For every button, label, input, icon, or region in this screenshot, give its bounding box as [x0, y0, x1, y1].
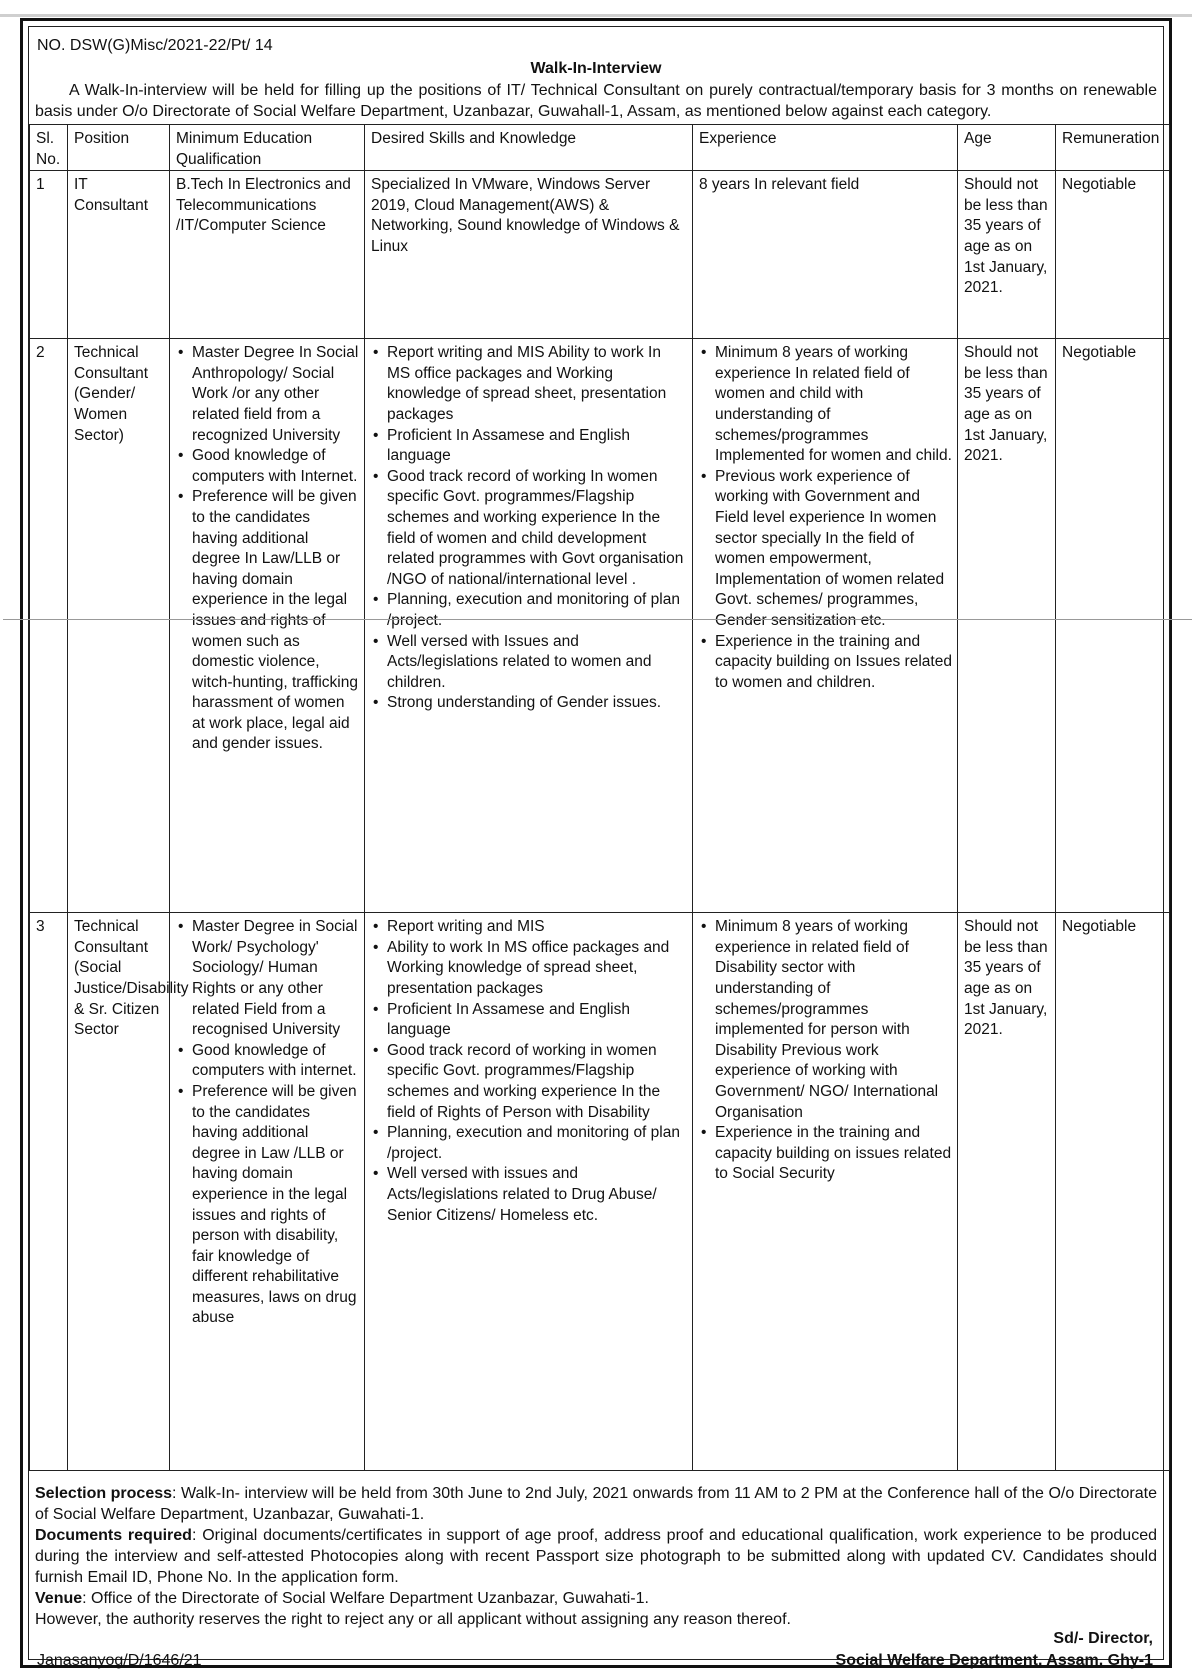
education-item: • Preference will be given to the candidates having additional degree In Law/LLB or having domain experience in the legal issues and rights of women such as domestic violence, witch-hunting, trafficking harassment of women at work place, legal aid and gender issues. — [176, 487, 360, 755]
skills-item: • Planning, execution and monitoring of plan /project. — [371, 590, 688, 631]
table-row — [30, 339, 1170, 913]
selection-process — [35, 1483, 1157, 1525]
cell-remuneration: Negotiable — [1056, 339, 1170, 913]
cell-remuneration: Negotiable — [1056, 171, 1170, 339]
cell-age: Should not be less than 35 years of age as on 1st January, 2021. — [958, 171, 1056, 339]
venue-label: Venue — [35, 1590, 83, 1607]
signature-line-2: Social Welfare Department, Assam, Ghy-1 — [835, 1652, 1153, 1669]
cell-experience — [693, 913, 958, 1471]
cell-age: Should not be less than 35 years of age as on 1st January, 2021. — [958, 339, 1056, 913]
skills-item: • Well versed with Issues and Acts/legislations related to women and children. — [371, 632, 688, 694]
positions-table — [29, 124, 1170, 1471]
cell-skills — [365, 171, 693, 339]
experience-list — [699, 917, 953, 1185]
header-education: Minimum Education Qualification — [170, 125, 365, 171]
education-item: • Preference will be given to the candidates having additional degree in Law /LLB or having domain experience in the legal issues and rights of person with disability, fair knowledge of different rehabilitative measures, laws on drug abuse — [176, 1082, 360, 1329]
reference-number: NO. DSW(G)Misc/2021-22/Pt/ 14 — [37, 37, 273, 54]
skills-item: • Good track record of working in women specific Govt. programmes/Flagship schemes and working experience In the field of Rights of Person with Disability — [371, 1041, 688, 1123]
experience-item: • Previous work experience of working with Government and Field level experience In women sector specially In the field of women empowerment, Implementation of women related Govt. schemes/ programmes, Gender sensitization etc. — [699, 467, 953, 632]
cell-sl-no: 1 — [30, 171, 68, 339]
publication-code: Janasanyog/D/1646/21 — [37, 1652, 202, 1669]
cell-position: Technical Consultant (Gender/ Women Sector) — [68, 339, 170, 913]
header-experience: Experience — [693, 125, 958, 171]
cell-experience — [693, 339, 958, 913]
header-remuneration: Remuneration — [1056, 125, 1170, 171]
experience-item: • Experience in the training and capacity building on Issues related to women and children. — [699, 632, 953, 694]
table-header-row — [30, 125, 1170, 171]
experience-item: • Minimum 8 years of working experience in related field of Disability sector with understanding of schemes/programmes implemented for person with Disability Previous work experience of working with Government/ NGO/ International Organisation — [699, 917, 953, 1123]
table-row — [30, 171, 1170, 339]
cell-position: Technical Consultant (Social Justice/Disability & Sr. Citizen Sector — [68, 913, 170, 1471]
cell-sl-no: 3 — [30, 913, 68, 1471]
header-position: Position — [68, 125, 170, 171]
header-sl-no: Sl. No. — [30, 125, 68, 171]
experience-list — [699, 343, 953, 693]
venue — [35, 1588, 1157, 1609]
documents-required — [35, 1525, 1157, 1588]
education-item: • Master Degree in Social Work/ Psychology' Sociology/ Human Rights or any other related Field from a recognised University — [176, 917, 360, 1041]
cell-skills — [365, 913, 693, 1471]
skills-item: • Report writing and MIS Ability to work In MS office packages and Working knowledge of spread sheet, presentation packages — [371, 343, 688, 425]
cell-experience — [693, 171, 958, 339]
experience-item: • Minimum 8 years of working experience In related field of women and child with understanding of schemes/programmes Implemented for women and child. — [699, 343, 953, 467]
skills-item: • Proficient In Assamese and English language — [371, 426, 688, 467]
reservation-note: However, the authority reserves the right to reject any or all applicant without assigning any reason thereof. — [35, 1611, 791, 1628]
selection-text: : Walk-In- interview will be held from 30th June to 2nd July, 2021 onwards from 11 AM to 2 PM at the Conference hall of the O/o Directorate of Social Welfare Department, Uzanbazar, Guwahati-1. — [35, 1485, 1157, 1523]
experience-item: • Experience in the training and capacity building on issues related to Social Security — [699, 1123, 953, 1185]
experience-text: 8 years In relevant field — [699, 176, 860, 194]
skills-item: • Proficient In Assamese and English language — [371, 1000, 688, 1041]
skills-item: • Planning, execution and monitoring of plan /project. — [371, 1123, 688, 1164]
cell-age: Should not be less than 35 years of age as on 1st January, 2021. — [958, 913, 1056, 1471]
intro-paragraph: A Walk-In-interview will be held for filling up the positions of IT/ Technical Consultant on purely contractual/temporary basis for 3 months on renewable basis under O/o Directorate of Social Welfare Department, Uzanbazar, Guwahall-1, Assam, as mentioned below against each category. — [35, 82, 1157, 120]
notice-footer — [35, 1483, 1157, 1630]
education-item: • Master Degree In Social Anthropology/ Social Work /or any other related field from a recognized University — [176, 343, 360, 446]
cell-education — [170, 339, 365, 913]
documents-text: : Original documents/certificates in support of age proof, address proof and educational qualification, work experience to be produced during the interview and self-attested Photocopies along with recent Passport size photograph to be submitted along with updated CV. Candidates should furnish Email ID, Phone No. In the application form. — [35, 1527, 1157, 1586]
cell-position: IT Consultant — [68, 171, 170, 339]
education-list — [176, 917, 360, 1329]
skills-list — [371, 917, 688, 1226]
cell-education — [170, 913, 365, 1471]
skills-item: • Report writing and MIS — [371, 917, 688, 938]
skills-text: Specialized In VMware, Windows Server 2019, Cloud Management(AWS) & Networking, Sound knowledge of Windows & Linux — [371, 176, 680, 255]
table-row — [30, 913, 1170, 1471]
education-list — [176, 343, 360, 755]
notice-inner-border — [28, 26, 1164, 1669]
selection-label: Selection process — [35, 1485, 173, 1502]
skills-item: • Well versed with issues and Acts/legislations related to Drug Abuse/ Senior Citizens/ Homeless etc. — [371, 1164, 688, 1226]
education-item: • Good knowledge of computers with internet. — [176, 1041, 360, 1082]
skills-item: • Strong understanding of Gender issues. — [371, 693, 688, 714]
cell-sl-no: 2 — [30, 339, 68, 913]
venue-text: : Office of the Directorate of Social Welfare Department Uzanbazar, Guwahati-1. — [82, 1590, 649, 1607]
notice-title: Walk-In-Interview — [530, 60, 662, 77]
documents-label: Documents required — [35, 1527, 192, 1544]
top-page-strip — [0, 0, 1192, 17]
cell-education — [170, 171, 365, 339]
skills-item: • Ability to work In MS office packages and Working knowledge of spread sheet, presentation packages — [371, 938, 688, 1000]
skills-list — [371, 343, 688, 714]
cell-skills — [365, 339, 693, 913]
signature-block — [836, 1628, 1153, 1672]
signature-line-1: Sd/- Director, — [1053, 1630, 1153, 1647]
notice-frame — [20, 18, 1172, 1668]
education-text: B.Tech In Electronics and Telecommunications /IT/Computer Science — [176, 176, 351, 235]
skills-item: • Good track record of working In women specific Govt. programmes/Flagship schemes and working experience In the field of women and child development related programmes with Govt organisation /NGO of national/international level . — [371, 467, 688, 591]
education-item: • Good knowledge of computers with Internet. — [176, 446, 360, 487]
cell-remuneration: Negotiable — [1056, 913, 1170, 1471]
header-age: Age — [958, 125, 1056, 171]
scan-fold-line — [3, 619, 1192, 620]
header-skills: Desired Skills and Knowledge — [365, 125, 693, 171]
